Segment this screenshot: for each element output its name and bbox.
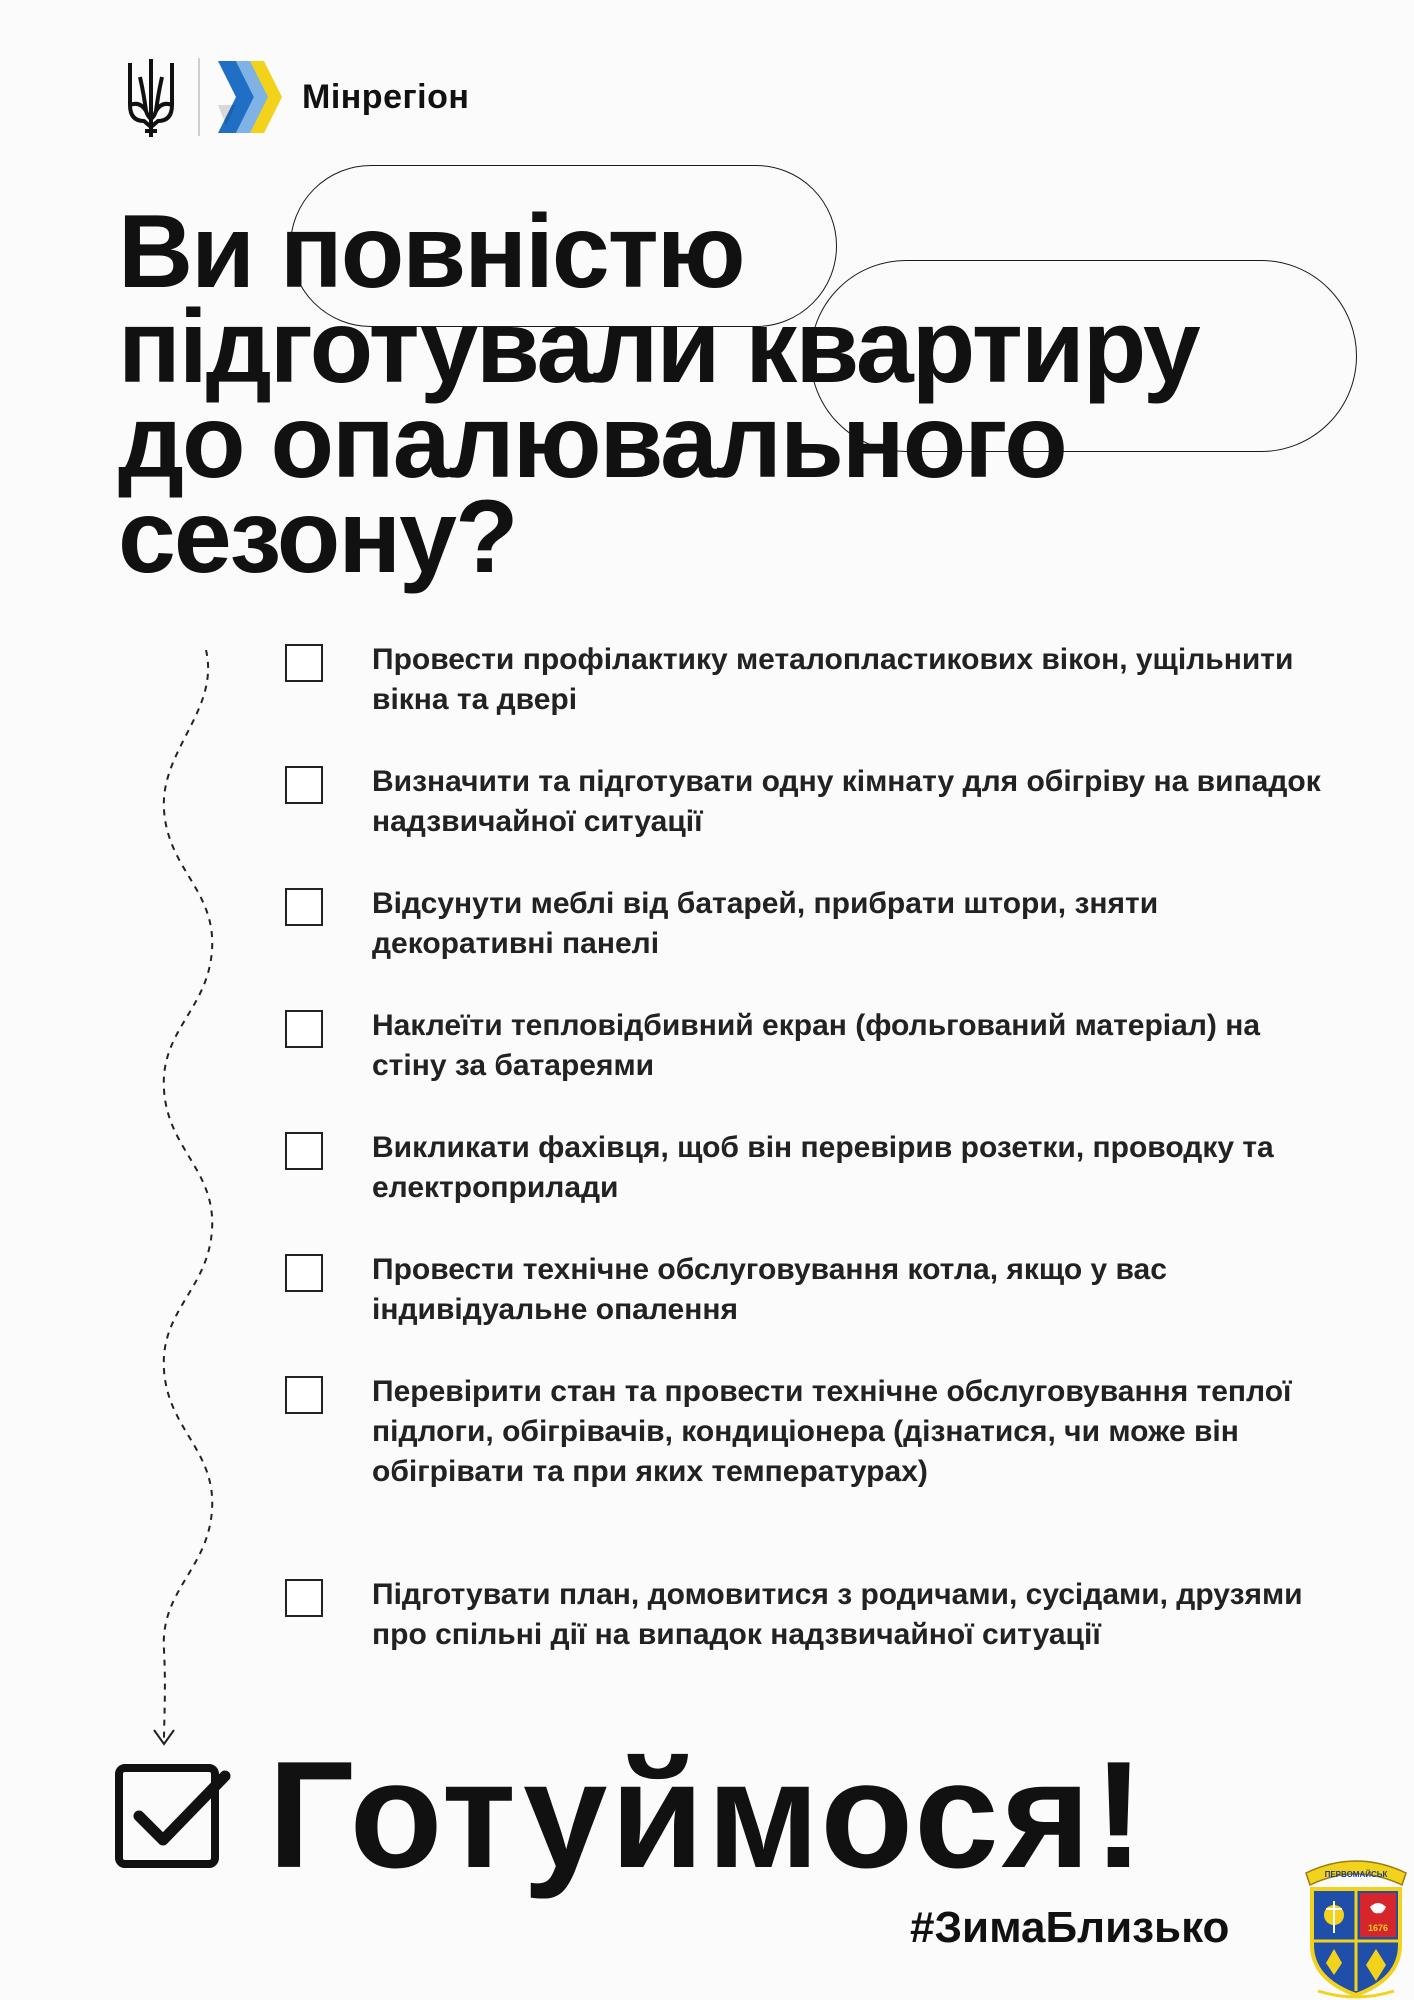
checklist-item-text: Підготувати план, домовитися з родичами, сусідами, друзями про спільні дії на випадок надзвичайної ситуації [372,1578,1303,1651]
checkbox[interactable] [285,1254,323,1292]
ministry-chevron-logo [212,55,284,139]
coat-ribbon-text: ПЕРВОМАЙСЬК [1324,1870,1388,1879]
headline-line: підготували квартиру [118,289,1199,405]
checkbox[interactable] [285,766,323,804]
checklist-item-text: Провести технічне обслуговування котла, якщо у вас індивідуальне опалення [372,1253,1167,1326]
headline-line: сезону? [118,479,517,595]
checklist-item-text: Перевірити стан та провести технічне обслуговування теплої підлоги, обігрівачів, кондиціонера (дізнатися, чи може він обігрівати та при яких температурах) [372,1375,1292,1488]
checklist-item [285,762,1335,884]
coat-year-text: 1676 [1367,1923,1389,1933]
logo-divider [198,58,200,136]
checklist-item-text: Провести профілактику металопластикових вікон, ущільнити вікна та двері [372,643,1294,716]
checklist-item [285,884,1335,1006]
checklist-item-text: Визначити та підготувати одну кімнату для обігріву на випадок надзвичайної ситуації [372,765,1321,838]
headline [118,194,1199,595]
checklist-item [285,1575,1335,1715]
trident-icon [124,55,178,139]
checklist-item [285,1128,1335,1250]
checkbox[interactable] [285,1132,323,1170]
checklist-item [285,1006,1335,1128]
headline-line: до опалювального [118,384,1066,500]
checklist-item-text: Викликати фахівця, щоб він перевірив розетки, проводку та електроприлади [372,1131,1274,1204]
checkbox[interactable] [285,888,323,926]
checked-box-icon [115,1760,231,1870]
ministry-name: Мінрегіон [302,77,470,116]
headline-line: Ви повністю [118,194,744,310]
checklist-item [285,1250,1335,1372]
city-coat-of-arms [1298,1845,1414,2000]
checklist [285,640,1335,1715]
checklist-item [285,1372,1335,1575]
motto: Готуймося! [268,1730,1147,1900]
hashtag: #ЗимаБлизько [910,1903,1230,1952]
checklist-item-text: Відсунути меблі від батарей, прибрати штори, зняти декоративні панелі [372,887,1159,960]
checkbox[interactable] [285,1376,323,1414]
checkbox[interactable] [285,644,323,682]
ministry-logo [124,52,469,142]
checklist-item-text: Наклеїти тепловідбивний екран (фольгований матеріал) на стіну за батареями [372,1009,1261,1082]
checklist-item [285,640,1335,762]
dashed-wavy-arrow [150,650,230,1750]
checkbox[interactable] [285,1579,323,1617]
checkbox[interactable] [285,1010,323,1048]
